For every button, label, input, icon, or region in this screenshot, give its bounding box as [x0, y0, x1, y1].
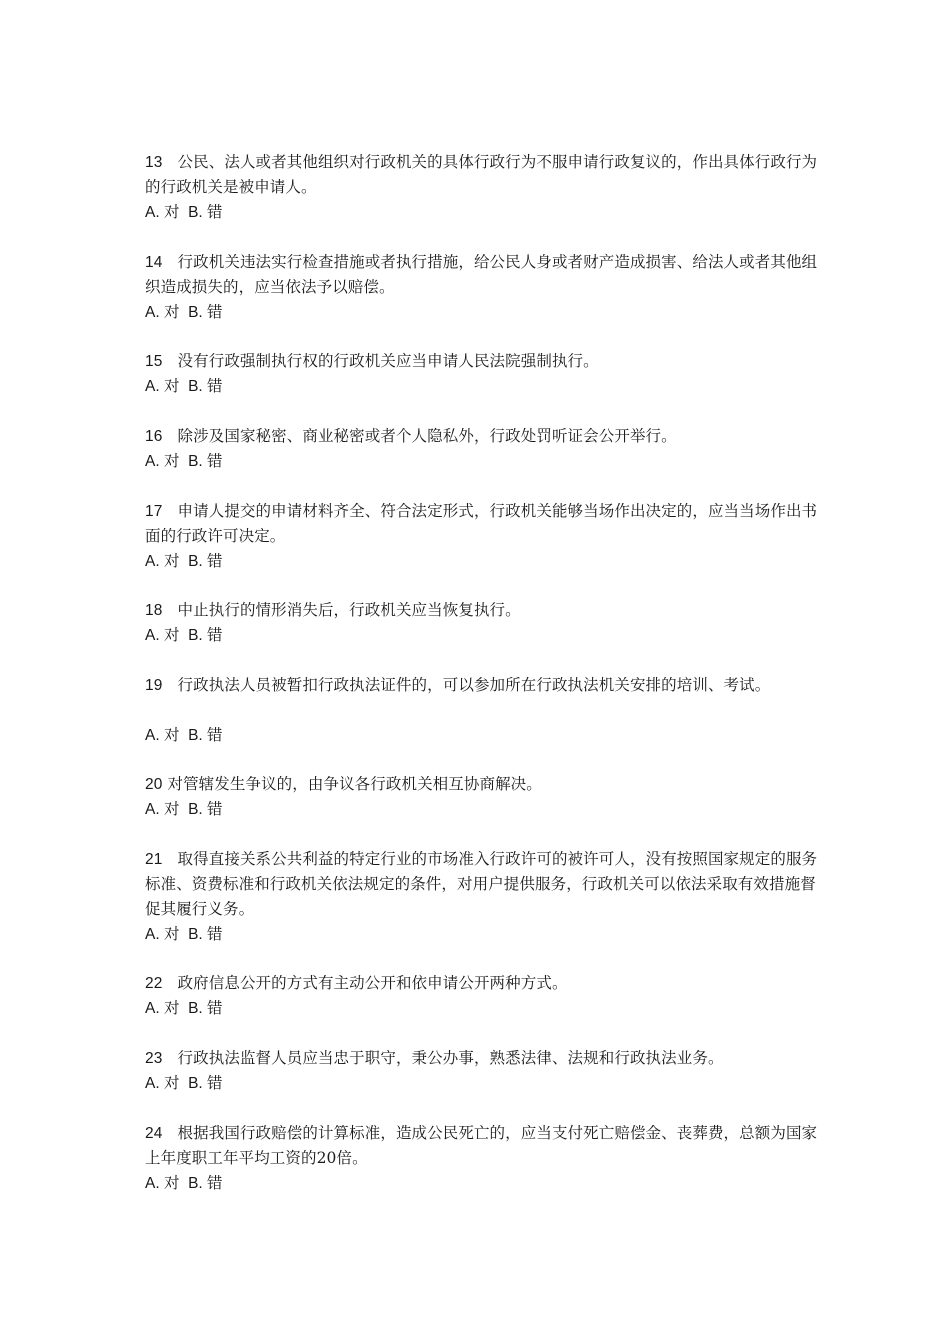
question-22	[145, 971, 820, 1021]
answer-options	[145, 623, 820, 648]
option-b: B. 错	[188, 727, 223, 744]
question-24	[145, 1121, 820, 1196]
question-text: 除涉及国家秘密、商业秘密或者个人隐私外，行政处罚听证会公开举行。	[177, 427, 677, 445]
question-number: 16	[145, 428, 163, 445]
option-a: A. 对	[145, 204, 180, 221]
option-a: A. 对	[145, 304, 180, 321]
question-text: 行政机关违法实行检查措施或者执行措施，给公民人身或者财产造成损害、给法人或者其他组织造成损失的，应当依法予以赔偿。	[145, 253, 818, 296]
answer-options	[145, 1171, 820, 1196]
question-20	[145, 772, 820, 822]
question-23	[145, 1046, 820, 1096]
answer-options	[145, 200, 820, 225]
question-14	[145, 250, 820, 325]
option-b: B. 错	[188, 627, 223, 644]
question-18	[145, 598, 820, 648]
answer-options	[145, 1071, 820, 1096]
option-b: B. 错	[188, 378, 223, 395]
option-b: B. 错	[188, 926, 223, 943]
option-a: A. 对	[145, 926, 180, 943]
question-15	[145, 349, 820, 399]
answer-options	[145, 549, 820, 574]
option-b: B. 错	[188, 304, 223, 321]
question-text: 没有行政强制执行权的行政机关应当申请人民法院强制执行。	[177, 352, 599, 370]
option-b: B. 错	[188, 204, 223, 221]
question-number: 24	[145, 1125, 163, 1142]
question-text: 对管辖发生争议的，由争议各行政机关相互协商解决。	[167, 775, 542, 793]
question-text: 中止执行的情形消失后，行政机关应当恢复执行。	[177, 601, 521, 619]
option-a: A. 对	[145, 627, 180, 644]
option-a: A. 对	[145, 1000, 180, 1017]
answer-options	[145, 374, 820, 399]
question-19	[145, 673, 820, 748]
question-text: 申请人提交的申请材料齐全、符合法定形式，行政机关能够当场作出决定的，应当当场作出书面的行政许可决定。	[145, 502, 818, 545]
question-17	[145, 499, 820, 574]
question-number: 20	[145, 776, 163, 793]
question-text: 取得直接关系公共利益的特定行业的市场准入行政许可的被许可人，没有按照国家规定的服务标准、资费标准和行政机关依法规定的条件，对用户提供服务，行政机关可以依法采取有效措施督促其履行义务。	[145, 850, 818, 918]
question-text: 行政执法人员被暂扣行政执法证件的，可以参加所在行政执法机关安排的培训、考试。	[177, 676, 771, 694]
option-a: A. 对	[145, 801, 180, 818]
answer-options	[145, 723, 820, 748]
question-text: 根据我国行政赔偿的计算标准，造成公民死亡的，应当支付死亡赔偿金、丧葬费，总额为国家上年度职工年平均工资的20倍。	[145, 1124, 818, 1167]
answer-options	[145, 996, 820, 1021]
question-number: 22	[145, 975, 163, 992]
option-a: A. 对	[145, 453, 180, 470]
option-b: B. 错	[188, 1075, 223, 1092]
question-text: 行政执法监督人员应当忠于职守，秉公办事，熟悉法律、法规和行政执法业务。	[177, 1049, 724, 1067]
option-b: B. 错	[188, 553, 223, 570]
question-text: 政府信息公开的方式有主动公开和依申请公开两种方式。	[177, 974, 568, 992]
answer-options	[145, 797, 820, 822]
question-number: 23	[145, 1050, 163, 1067]
question-number: 14	[145, 254, 163, 271]
option-a: A. 对	[145, 378, 180, 395]
answer-options	[145, 449, 820, 474]
question-number: 19	[145, 677, 163, 694]
question-number: 13	[145, 154, 163, 171]
question-13	[145, 150, 820, 225]
question-number: 18	[145, 602, 163, 619]
option-a: A. 对	[145, 1175, 180, 1192]
option-a: A. 对	[145, 553, 180, 570]
option-b: B. 错	[188, 1175, 223, 1192]
question-text: 公民、法人或者其他组织对行政机关的具体行政行为不服申请行政复议的，作出具体行政行为的行政机关是被申请人。	[145, 153, 818, 196]
question-number: 21	[145, 851, 163, 868]
question-16	[145, 424, 820, 474]
option-b: B. 错	[188, 453, 223, 470]
answer-options	[145, 300, 820, 325]
option-a: A. 对	[145, 1075, 180, 1092]
option-a: A. 对	[145, 727, 180, 744]
question-number: 15	[145, 353, 163, 370]
question-number: 17	[145, 503, 163, 520]
option-b: B. 错	[188, 801, 223, 818]
question-21	[145, 847, 820, 947]
answer-options	[145, 922, 820, 947]
option-b: B. 错	[188, 1000, 223, 1017]
